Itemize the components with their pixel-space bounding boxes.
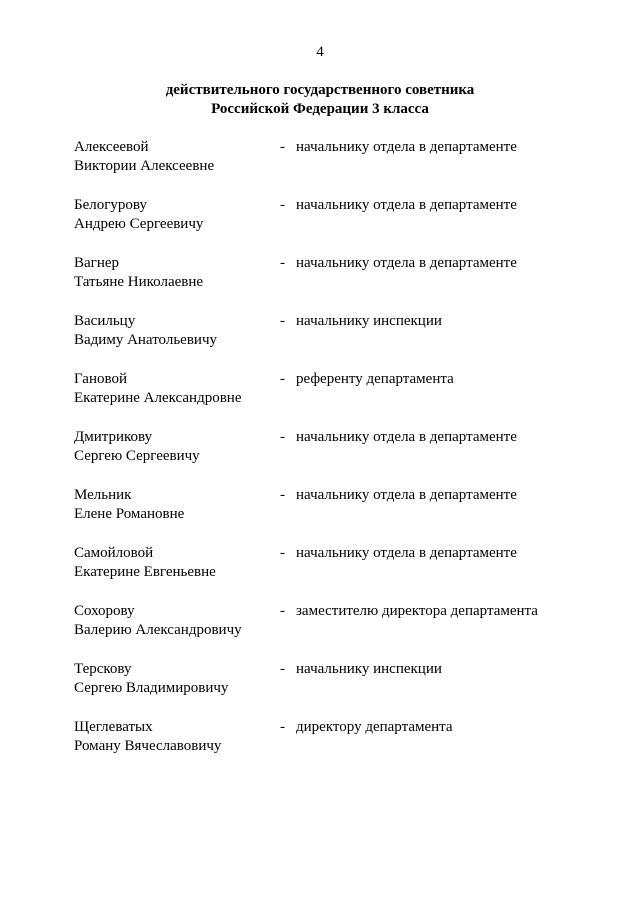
person-given-names: Сергею Владимировичу: [74, 680, 229, 696]
person-position: начальнику отдела в департаменте: [296, 545, 517, 561]
list-item: [74, 544, 594, 602]
person-given-names: Екатерине Александровне: [74, 390, 242, 406]
person-name: [74, 718, 284, 756]
list-item: [74, 602, 594, 660]
list-item: [74, 428, 594, 486]
list-item: [74, 312, 594, 370]
list-item: [74, 660, 594, 718]
person-position: начальнику инспекции: [296, 313, 442, 329]
person-position: начальнику отдела в департаменте: [296, 197, 517, 213]
separator-dash: -: [280, 661, 285, 677]
appointment-list: [74, 138, 594, 776]
list-item: [74, 486, 594, 544]
separator-dash: -: [280, 313, 285, 329]
person-surname: Белогурову: [74, 197, 147, 213]
person-name: [74, 312, 284, 350]
person-name: [74, 428, 284, 466]
separator-dash: -: [280, 719, 285, 735]
person-surname: Мельник: [74, 487, 132, 503]
separator-dash: -: [280, 371, 285, 387]
person-position: начальнику отдела в департаменте: [296, 487, 517, 503]
person-surname: Самойловой: [74, 545, 154, 561]
separator-dash: -: [280, 255, 285, 271]
list-item: [74, 718, 594, 776]
separator-dash: -: [280, 487, 285, 503]
person-surname: Васильцу: [74, 313, 136, 329]
person-name: [74, 544, 284, 582]
person-surname: Дмитрикову: [74, 429, 153, 445]
person-given-names: Роману Вячеславовичу: [74, 738, 222, 754]
person-surname: Алексеевой: [74, 139, 149, 155]
person-name: [74, 196, 284, 234]
person-name: [74, 660, 284, 698]
list-item: [74, 254, 594, 312]
person-surname: Вагнер: [74, 255, 119, 271]
person-given-names: Виктории Алексеевне: [74, 158, 215, 174]
person-position: начальнику отдела в департаменте: [296, 139, 517, 155]
separator-dash: -: [280, 429, 285, 445]
heading-line-1: действительного государственного советника: [165, 82, 475, 98]
person-position: директору департамента: [296, 719, 453, 735]
list-item: [74, 370, 594, 428]
person-given-names: Екатерине Евгеньевне: [74, 564, 216, 580]
person-surname: Сохорову: [74, 603, 135, 619]
person-given-names: Вадиму Анатольевичу: [74, 332, 217, 348]
person-position: референту департамента: [296, 371, 454, 387]
separator-dash: -: [280, 545, 285, 561]
person-name: [74, 602, 284, 640]
document-heading: [0, 81, 640, 119]
page-number: 4: [316, 44, 324, 60]
person-given-names: Валерию Александровичу: [74, 622, 242, 638]
person-name: [74, 370, 284, 408]
person-surname: Щеглеватых: [74, 719, 153, 735]
person-surname: Терскову: [74, 661, 132, 677]
person-name: [74, 486, 284, 524]
person-position: заместителю директора департамента: [296, 603, 538, 619]
person-name: [74, 254, 284, 292]
separator-dash: -: [280, 139, 285, 155]
person-position: начальнику отдела в департаменте: [296, 429, 517, 445]
person-given-names: Сергею Сергеевичу: [74, 448, 200, 464]
list-item: [74, 196, 594, 254]
person-given-names: Андрею Сергеевичу: [74, 216, 204, 232]
person-position: начальнику отдела в департаменте: [296, 255, 517, 271]
person-given-names: Елене Романовне: [74, 506, 185, 522]
person-surname: Гановой: [74, 371, 127, 387]
heading-line-2: Российской Федерации 3 класса: [211, 101, 429, 117]
separator-dash: -: [280, 197, 285, 213]
person-given-names: Татьяне Николаевне: [74, 274, 204, 290]
separator-dash: -: [280, 603, 285, 619]
list-item: [74, 138, 594, 196]
person-position: начальнику инспекции: [296, 661, 442, 677]
person-name: [74, 138, 284, 176]
